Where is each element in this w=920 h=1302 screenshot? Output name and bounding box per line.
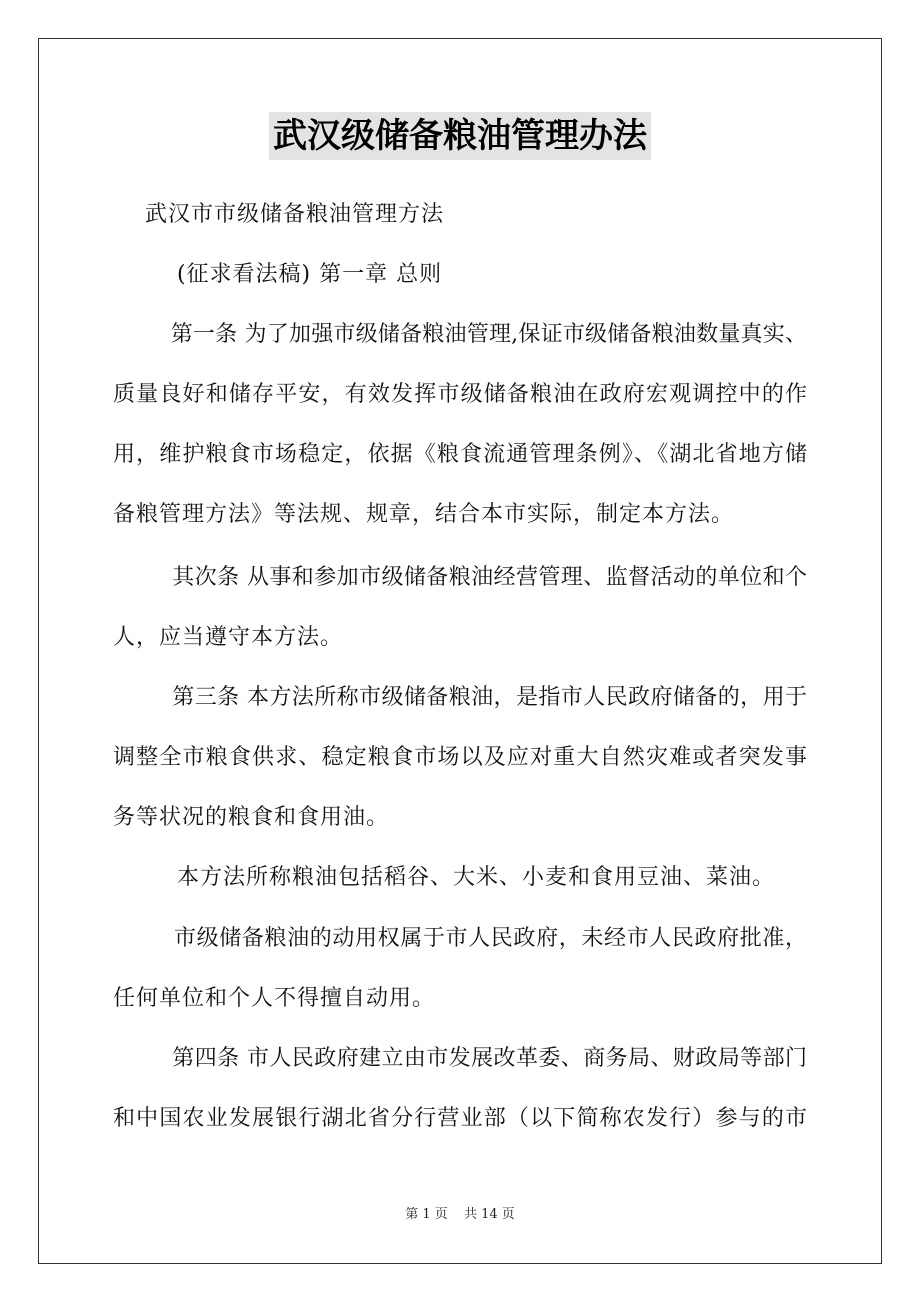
title-block bbox=[0, 112, 920, 160]
body-line: 第一条 为了加强市级储备粮油管理,保证市级储备粮油数量真实、 bbox=[113, 322, 807, 347]
page-footer bbox=[0, 1206, 920, 1224]
body-line: 人，应当遵守本方法。 bbox=[113, 625, 344, 650]
body-line: 市级储备粮油的动用权属于市人民政府，未经市人民政府批准， bbox=[113, 926, 807, 951]
page-total: 共 14 页 bbox=[463, 1207, 515, 1222]
body-line: 武汉市市级储备粮油管理方法 bbox=[113, 202, 444, 227]
document-title: 武汉级储备粮油管理办法 bbox=[269, 112, 651, 160]
body-line: 本方法所称粮油包括稻谷、大米、小麦和食用豆油、菜油。 bbox=[113, 865, 775, 890]
body-line: 其次条 从事和参加市级储备粮油经营管理、监督活动的单位和个 bbox=[113, 565, 807, 590]
page-number: 第 1 页 bbox=[405, 1207, 448, 1222]
body-line: 第三条 本方法所称市级储备粮油，是指市人民政府储备的，用于 bbox=[113, 685, 807, 710]
body-line: 用，维护粮食市场稳定，依据《粮食流通管理条例》、《湖北省地方储 bbox=[113, 442, 807, 467]
body-line: (征求看法稿) 第一章 总则 bbox=[113, 262, 443, 287]
body-line: 质量良好和储存平安，有效发挥市级储备粮油在政府宏观调控中的作 bbox=[113, 382, 807, 407]
body-line: 任何单位和个人不得擅自动用。 bbox=[113, 986, 436, 1011]
body-line: 务等状况的粮食和食用油。 bbox=[113, 805, 390, 830]
body-line: 和中国农业发展银行湖北省分行营业部（以下简称农发行）参与的市 bbox=[113, 1106, 807, 1131]
body-line: 第四条 市人民政府建立由市发展改革委、商务局、财政局等部门 bbox=[113, 1046, 807, 1071]
body-line: 备粮管理方法》等法规、规章，结合本市实际，制定本方法。 bbox=[113, 502, 735, 527]
body-line: 调整全市粮食供求、稳定粮食市场以及应对重大自然灾难或者突发事 bbox=[113, 745, 807, 770]
